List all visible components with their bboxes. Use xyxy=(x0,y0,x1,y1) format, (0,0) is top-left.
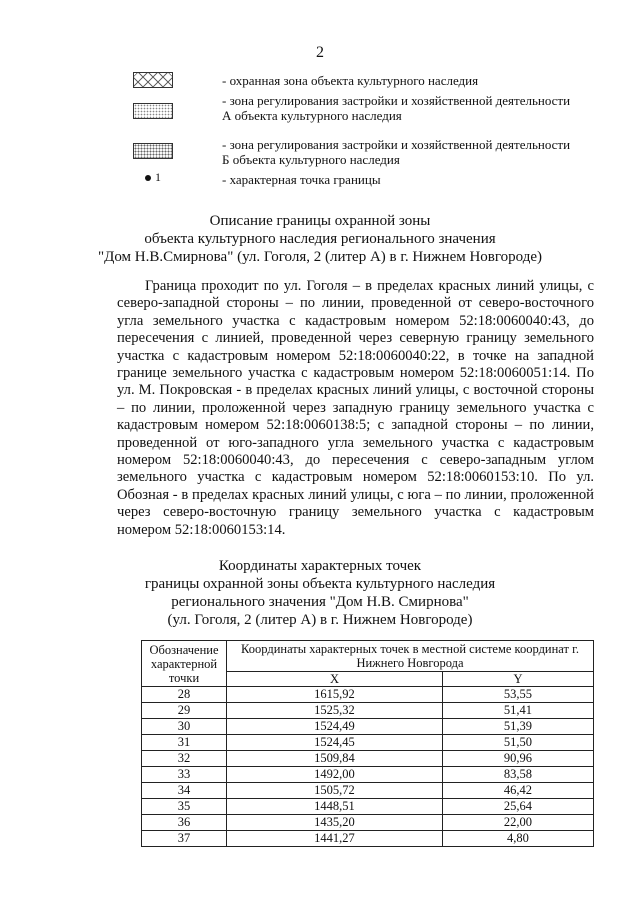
legend-line: - охранная зона объекта культурного наследия xyxy=(222,73,479,88)
x-coordinate-cell: 1524,49 xyxy=(227,719,443,735)
dense-dot-pattern-icon xyxy=(133,143,173,159)
header-coords: Координаты характерных точек в местной системе координат г. Нижнего Новгорода xyxy=(227,641,594,672)
title-line: объекта культурного наследия регионального значения xyxy=(144,231,496,247)
table-row xyxy=(142,735,594,751)
hatch-icon xyxy=(133,72,173,88)
title-line: Координаты характерных точек xyxy=(218,558,422,574)
legend-text xyxy=(222,93,602,123)
boundary-description: Граница проходит по ул. Гоголя – в пределах красных линий улицы, с северо-западной стороны – по линии, проведенной от северо-восточного угла земельного участка с кадастровым номером 52:18:0060040:43, до пересечения с линией, проведенной через северную границу земельного участка с кадастровым номером 52:18:0060040:22, в точке на западной границе земельного участка с кадастровым номером 52:18:0060051:14. По ул. М. Покровская - в пределах красных линий улицы, с восточной стороны – по линии, проложенной через западную границу земельного участка с кадастровым номером 52:18:0060138:5; с западной стороны – по линии, проведенной от юго-западного угла земельного участка с кадастровым номером 52:18:0060040:43, до пересечения с северо-западным углом земельного участка с кадастровым номером 52:18:0060153:10. По ул. Обозная - в пределах красных линий улицы, с юга – по линии, проложенной через северо-восточную границу земельного участка с кадастровым номером 52:18:0060153:14. xyxy=(117,278,594,538)
table-row xyxy=(142,719,594,735)
point-number-cell: 35 xyxy=(142,799,227,815)
point-number-cell: 34 xyxy=(142,783,227,799)
x-coordinate-cell: 1509,84 xyxy=(227,751,443,767)
header-point: Обозначение характерной точки xyxy=(142,641,227,687)
x-coordinate-cell: 1615,92 xyxy=(227,687,443,703)
legend-line: Б объекта культурного наследия xyxy=(222,152,400,167)
legend-line: - характерная точка границы xyxy=(222,172,381,187)
legend-text xyxy=(222,137,602,167)
title-line: "Дом Н.В.Смирнова" (ул. Гоголя, 2 (литер А) в г. Нижнем Новгороде) xyxy=(97,249,543,265)
table-row xyxy=(142,815,594,831)
legend-line: - зона регулирования застройки и хозяйственной деятельности xyxy=(222,93,571,108)
legend-line: А объекта культурного наследия xyxy=(222,108,402,123)
table-row xyxy=(142,687,594,703)
table-row xyxy=(142,767,594,783)
point-number-cell: 31 xyxy=(142,735,227,751)
legend-line: - зона регулирования застройки и хозяйственной деятельности xyxy=(222,137,571,152)
point-number-cell: 33 xyxy=(142,767,227,783)
header-x: X xyxy=(227,672,443,687)
x-coordinate-cell: 1435,20 xyxy=(227,815,443,831)
y-coordinate-cell: 90,96 xyxy=(442,751,593,767)
x-coordinate-cell: 1448,51 xyxy=(227,799,443,815)
coordinates-rows xyxy=(142,687,594,847)
marker-label: 1 xyxy=(155,170,161,184)
title-line: (ул. Гоголя, 2 (литер А) в г. Нижнем Новгороде) xyxy=(167,612,473,628)
point-number-cell: 32 xyxy=(142,751,227,767)
header-y: Y xyxy=(442,672,593,687)
y-coordinate-cell: 53,55 xyxy=(442,687,593,703)
table-row xyxy=(142,751,594,767)
point-number-cell: 37 xyxy=(142,831,227,847)
x-coordinate-cell: 1525,32 xyxy=(227,703,443,719)
point-number-cell: 28 xyxy=(142,687,227,703)
x-coordinate-cell: 1524,45 xyxy=(227,735,443,751)
x-coordinate-cell: 1492,00 xyxy=(227,767,443,783)
point-number-cell: 30 xyxy=(142,719,227,735)
title-line: Описание границы охранной зоны xyxy=(209,213,431,229)
description-title xyxy=(0,212,640,266)
legend-text xyxy=(222,73,602,88)
y-coordinate-cell: 25,64 xyxy=(442,799,593,815)
boundary-point-marker xyxy=(145,170,161,185)
y-coordinate-cell: 83,58 xyxy=(442,767,593,783)
legend-text xyxy=(222,172,602,187)
x-coordinate-cell: 1505,72 xyxy=(227,783,443,799)
point-number-cell: 29 xyxy=(142,703,227,719)
point-dot-icon xyxy=(145,175,151,181)
page-number: 2 xyxy=(316,44,324,61)
coordinates-table xyxy=(141,640,594,847)
table-row xyxy=(142,799,594,815)
y-coordinate-cell: 51,41 xyxy=(442,703,593,719)
y-coordinate-cell: 51,50 xyxy=(442,735,593,751)
y-coordinate-cell: 46,42 xyxy=(442,783,593,799)
dot-pattern-icon xyxy=(133,103,173,119)
table-row xyxy=(142,703,594,719)
y-coordinate-cell: 4,80 xyxy=(442,831,593,847)
title-line: границы охранной зоны объекта культурного наследия xyxy=(144,576,496,592)
y-coordinate-cell: 22,00 xyxy=(442,815,593,831)
y-coordinate-cell: 51,39 xyxy=(442,719,593,735)
table-row xyxy=(142,831,594,847)
point-number-cell: 36 xyxy=(142,815,227,831)
coordinates-title xyxy=(0,557,640,629)
table-row xyxy=(142,783,594,799)
x-coordinate-cell: 1441,27 xyxy=(227,831,443,847)
title-line: регионального значения "Дом Н.В. Смирнова" xyxy=(171,594,469,610)
